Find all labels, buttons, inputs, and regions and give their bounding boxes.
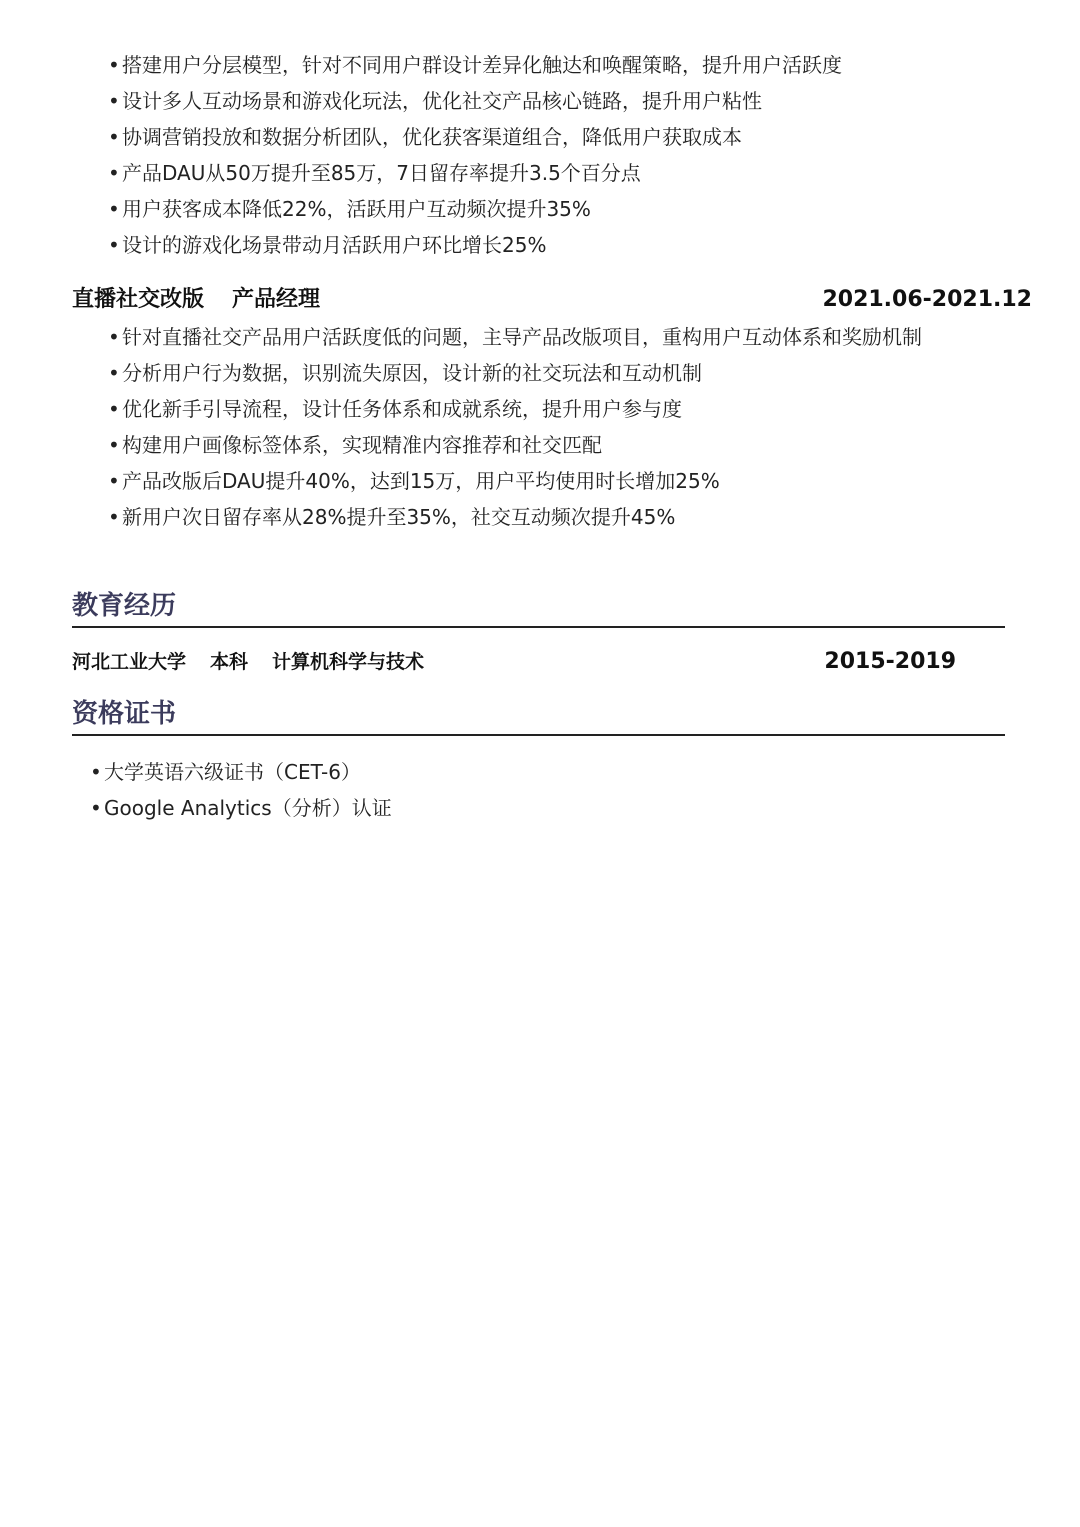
job2-bullet xyxy=(108,499,968,535)
bullet-mark: • xyxy=(108,469,120,493)
education-major: 计算机科学与技术 xyxy=(272,651,425,673)
job1-bullet-text: 用户获客成本降低22%，活跃用户互动频次提升35% xyxy=(122,197,591,221)
bullet-mark: • xyxy=(108,361,120,385)
job1-bullet xyxy=(108,155,968,191)
bullet-mark: • xyxy=(108,89,120,113)
job2-bullet-list xyxy=(108,319,968,535)
certificates-heading-text: 资格证书 xyxy=(72,699,177,729)
certificates-section-heading xyxy=(72,694,1005,736)
certificate-text: Google Analytics（分析）认证 xyxy=(104,796,392,820)
bullet-mark: • xyxy=(108,197,120,221)
job2-bullet xyxy=(108,427,968,463)
job2-bullet-text: 产品改版后DAU提升40%，达到15万，用户平均使用时长增加25% xyxy=(122,469,720,493)
certificate-item xyxy=(90,754,890,790)
job1-bullet-text: 搭建用户分层模型，针对不同用户群设计差异化触达和唤醒策略，提升用户活跃度 xyxy=(122,53,842,77)
job2-bullet xyxy=(108,463,968,499)
bullet-mark: • xyxy=(108,325,120,349)
job2-bullet-text: 分析用户行为数据，识别流失原因，设计新的社交玩法和互动机制 xyxy=(122,361,702,385)
bullet-mark: • xyxy=(108,505,120,529)
education-entry xyxy=(72,645,956,679)
certificate-item xyxy=(90,790,890,826)
job1-bullet-text: 设计多人互动场景和游戏化玩法，优化社交产品核心链路，提升用户粘性 xyxy=(122,89,762,113)
job2-bullet-text: 新用户次日留存率从28%提升至35%，社交互动频次提升45% xyxy=(122,505,676,529)
bullet-mark: • xyxy=(108,233,120,257)
education-section-heading xyxy=(72,586,1005,628)
job1-bullet-text: 设计的游戏化场景带动月活跃用户环比增长25% xyxy=(122,233,547,257)
education-school: 河北工业大学 xyxy=(72,651,187,673)
bullet-mark: • xyxy=(90,796,102,820)
certificates-list xyxy=(90,754,890,826)
bullet-mark: • xyxy=(108,53,120,77)
job2-project-title: 直播社交改版 xyxy=(72,287,205,312)
job2-bullet xyxy=(108,319,960,355)
job2-title-group xyxy=(72,283,320,317)
job2-role: 产品经理 xyxy=(232,287,321,312)
bullet-mark: • xyxy=(108,125,120,149)
education-heading-text: 教育经历 xyxy=(72,591,177,621)
education-details xyxy=(72,645,424,679)
job1-bullet-text: 产品DAU从50万提升至85万，7日留存率提升3.5个百分点 xyxy=(122,161,641,185)
job2-bullet xyxy=(108,391,968,427)
job2-date: 2021.06-2021.12 xyxy=(822,287,1032,312)
certificate-text: 大学英语六级证书（CET-6） xyxy=(104,760,361,784)
bullet-mark: • xyxy=(108,433,120,457)
job1-bullet-text: 协调营销投放和数据分析团队，优化获客渠道组合，降低用户获取成本 xyxy=(122,125,742,149)
job2-bullet-text: 优化新手引导流程，设计任务体系和成就系统，提升用户参与度 xyxy=(122,397,682,421)
bullet-mark: • xyxy=(108,397,120,421)
job2-header xyxy=(72,283,1032,317)
education-date: 2015-2019 xyxy=(824,649,956,674)
education-degree: 本科 xyxy=(210,651,249,673)
job2-bullet xyxy=(108,355,968,391)
job2-bullet-text: 针对直播社交产品用户活跃度低的问题，主导产品改版项目，重构用户互动体系和奖励机制 xyxy=(122,325,922,349)
bullet-mark: • xyxy=(90,760,102,784)
job1-bullet xyxy=(108,191,968,227)
job1-bullet xyxy=(108,119,968,155)
bullet-mark: • xyxy=(108,161,120,185)
job1-bullet xyxy=(108,47,968,83)
job1-bullet-list xyxy=(108,47,968,263)
job1-bullet xyxy=(108,83,968,119)
job1-bullet xyxy=(108,227,968,263)
job2-bullet-text: 构建用户画像标签体系，实现精准内容推荐和社交匹配 xyxy=(122,433,602,457)
